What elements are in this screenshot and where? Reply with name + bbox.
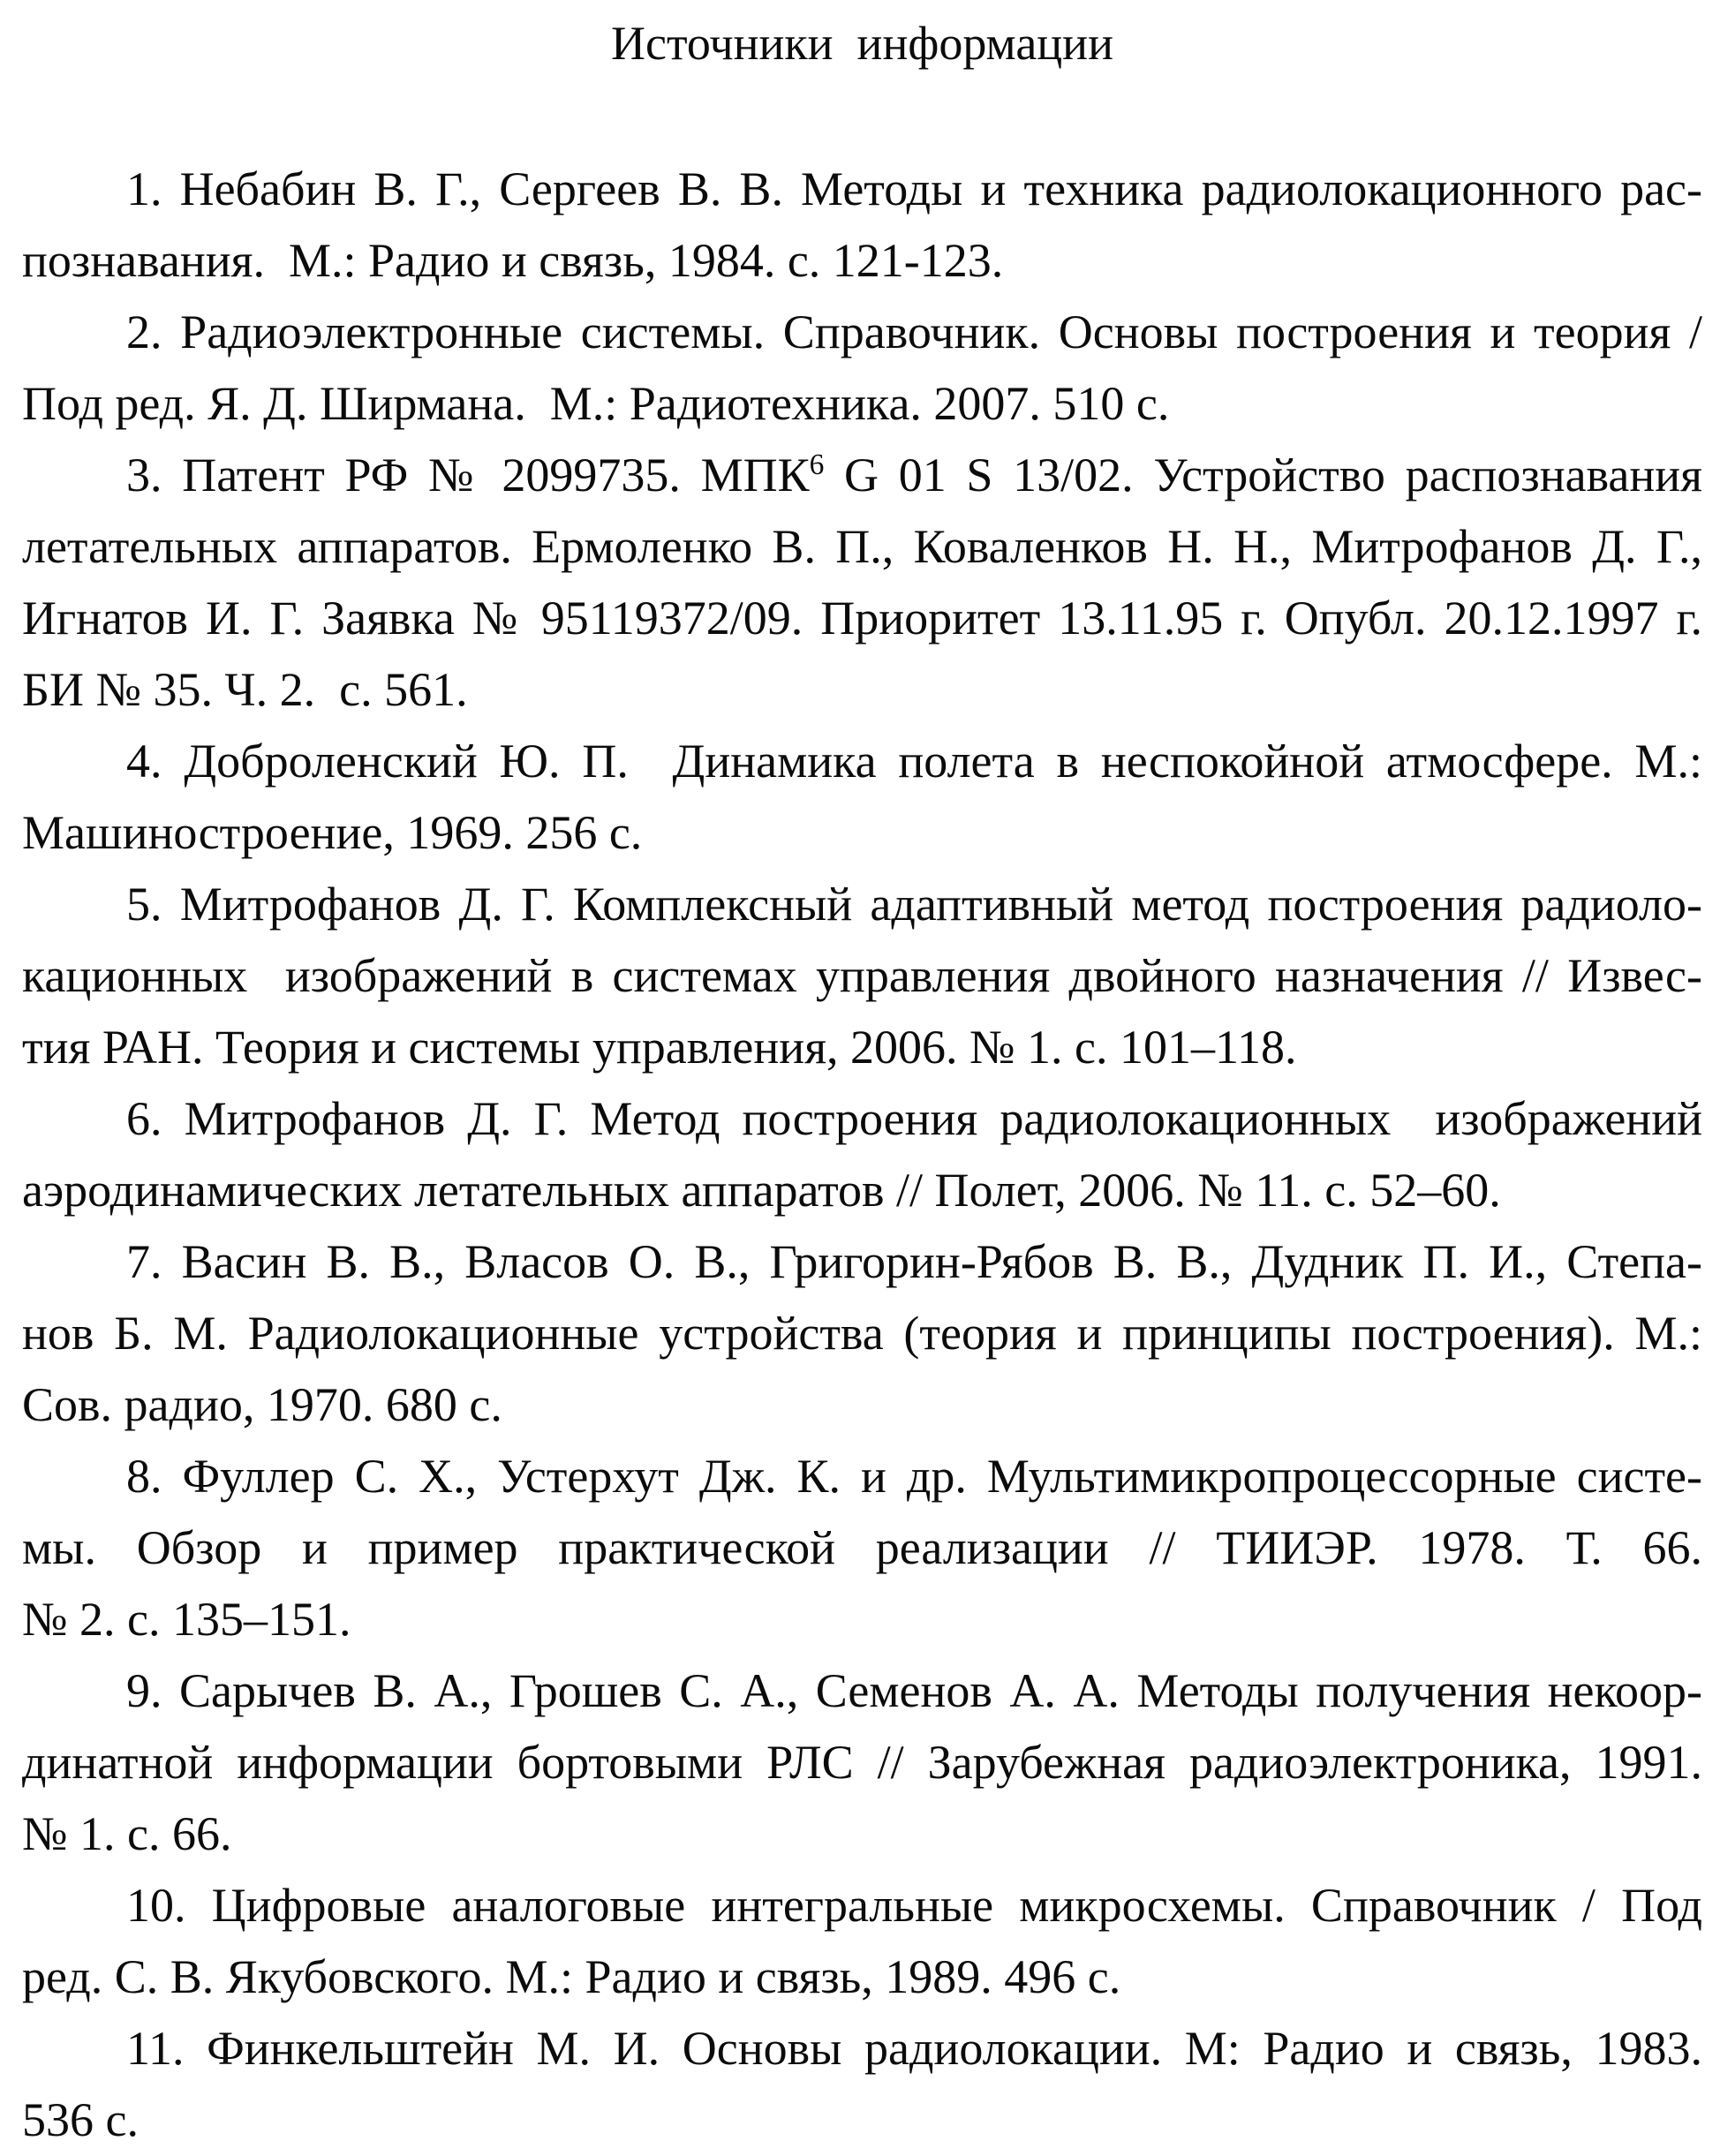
reference-entry-1 [22,154,1702,297]
reference-entry-5 [22,869,1702,1083]
ref-6-line-1: 6. Митрофанов Д. Г. Метод построения радиолокационных изображений [126,1092,1702,1145]
ref-8-line-2: мы. Обзор и пример практической реализации // ТИИЭР. 1978. Т. 66. [22,1521,1702,1574]
reference-entry-8 [22,1441,1702,1655]
mpk-class-superscript: 6 [809,449,825,481]
ref-3-line-2: летательных аппаратов. Ермоленко В. П., Коваленков Н. Н., Митрофанов Д. Г., [22,520,1702,573]
ref-5-line-1: 5. Митрофанов Д. Г. Комплексный адаптивный метод построения радиоло- [126,878,1702,931]
ref-3-line-1 [22,440,1702,511]
ref-8-line-1: 8. Фуллер С. Х., Устерхут Дж. К. и др. Мультимикропроцессорные систе- [126,1450,1702,1503]
reference-entry-9 [22,1655,1702,1870]
ref-9-line-1: 9. Сарычев В. А., Грошев С. А., Семенов А. А. Методы получения некоор- [126,1664,1702,1717]
ref-7-line-3: Сов. радио, 1970. 680 с. [22,1378,502,1431]
ref-11-line-2: 536 с. [22,2093,139,2146]
ref-2-line-2: Под ред. Я. Д. Ширмана. М.: Радиотехника. 2007. 510 с. [22,377,1170,430]
reference-entry-2 [22,297,1702,440]
reference-entry-11 [22,2013,1702,2156]
ref-3-line-1-pre: 3. Патент РФ № 2099735. МПК [126,449,810,501]
ref-5-line-3: тия РАН. Теория и системы управления, 2006. № 1. с. 101–118. [22,1021,1297,1074]
reference-entry-7 [22,1226,1702,1441]
ref-1-line-1: 1. Небабин В. Г., Сергеев В. В. Методы и техника радиолокационного рас- [126,162,1702,215]
ref-7-line-1: 7. Васин В. В., Власов О. В., Григорин-Рябов В. В., Дудник П. И., Степа- [126,1235,1702,1288]
reference-entry-4 [22,726,1702,869]
ref-3-line-3: Игнатов И. Г. Заявка № 95119372/09. Приоритет 13.11.95 г. Опубл. 20.12.1997 г. [22,592,1702,645]
ref-4-line-1: 4. Доброленский Ю. П. Динамика полета в неспокойной атмосфере. М.: [126,735,1702,788]
reference-entry-10 [22,1870,1702,2013]
ref-7-line-2: нов Б. М. Радиолокационные устройства (теория и принципы построения). М.: [22,1307,1702,1360]
ref-1-line-2: познавания. М.: Радио и связь, 1984. с. 121-123. [22,234,1004,287]
ref-3-line-4: БИ № 35. Ч. 2. с. 561. [22,663,468,716]
ref-11-line-1: 11. Финкельштейн М. И. Основы радиолокации. М: Радио и связь, 1983. [126,2022,1702,2075]
ref-10-line-2: ред. С. В. Якубовского. М.: Радио и связь, 1989. 496 с. [22,1950,1121,2003]
ref-2-line-1: 2. Радиоэлектронные системы. Справочник. Основы построения и теория / [126,305,1702,358]
ref-10-line-1: 10. Цифровые аналоговые интегральные микросхемы. Справочник / Под [126,1879,1702,1932]
reference-entry-6 [22,1083,1702,1226]
ref-3-line-1-post: G 01 S 13/02. Устройство распознавания [824,449,1703,501]
ref-8-line-3: № 2. с. 135–151. [22,1593,351,1646]
reference-entry-3 [22,440,1702,726]
ref-9-line-3: № 1. с. 66. [22,1807,232,1860]
ref-9-line-2: динатной информации бортовыми РЛС // Зарубежная радиоэлектроника, 1991. [22,1736,1702,1789]
ref-5-line-2: кационных изображений в системах управления двойного назначения // Извес- [22,949,1702,1002]
page-title: Источники информации [611,17,1113,70]
ref-4-line-2: Машиностроение, 1969. 256 с. [22,806,643,859]
ref-6-line-2: аэродинамических летательных аппаратов // Полет, 2006. № 11. с. 52–60. [22,1164,1501,1217]
